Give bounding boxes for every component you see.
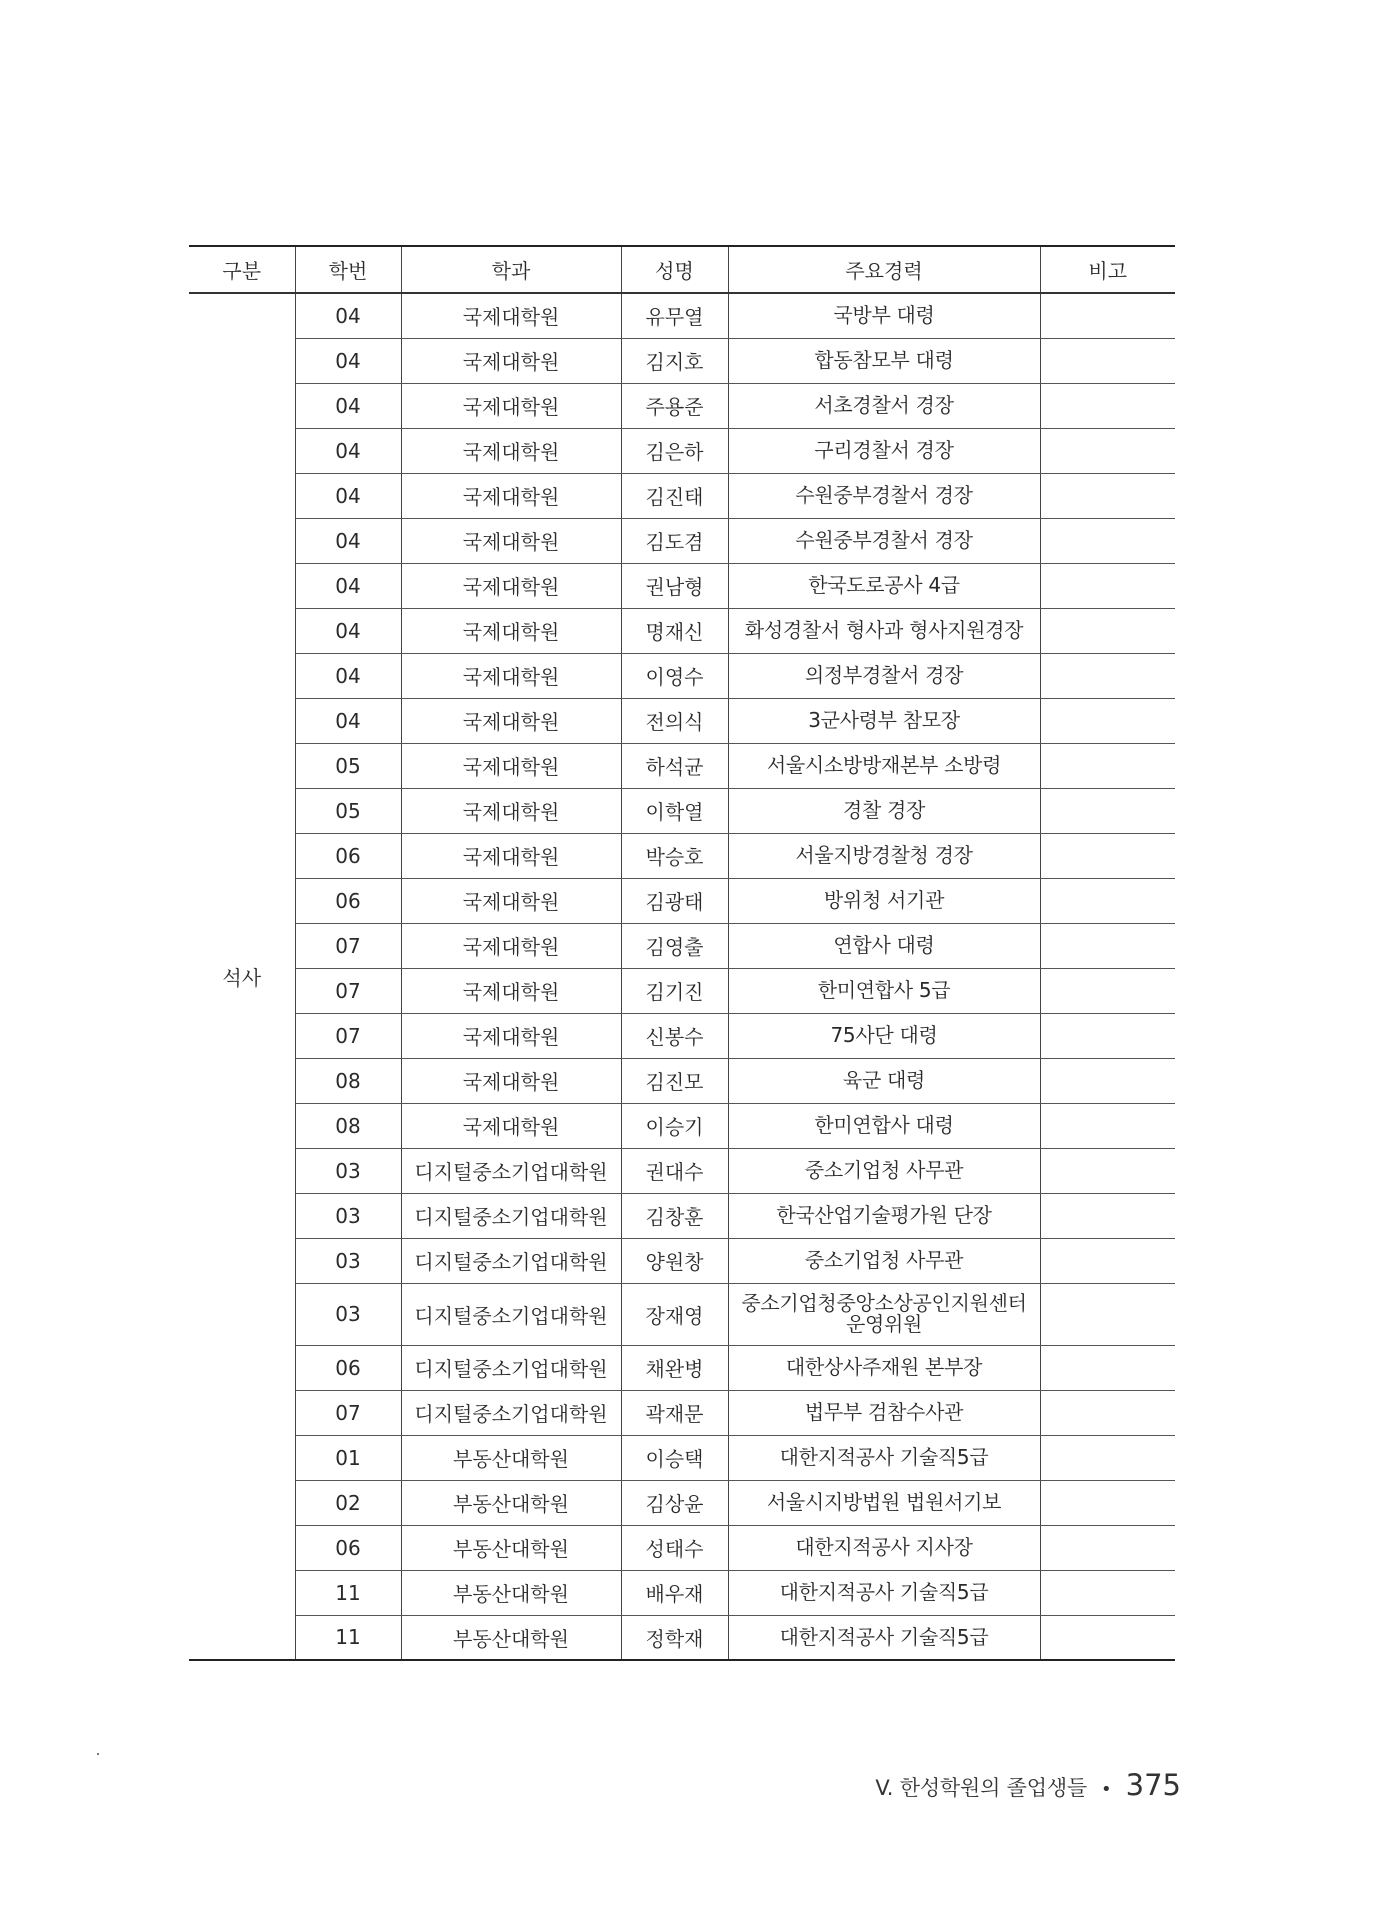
table-row [189,1525,1175,1570]
department-cell: 디지털중소기업대학원 [401,1148,621,1193]
note-cell [1040,878,1175,923]
note-cell [1040,788,1175,833]
name-cell: 양원창 [621,1238,728,1283]
year-cell: 04 [295,338,401,383]
career-cell: 서울지방경찰청 경장 [728,833,1040,878]
career-cell: 서초경찰서 경장 [728,383,1040,428]
name-cell: 이승기 [621,1103,728,1148]
category-cell: 석사 [189,293,295,1660]
note-cell [1040,1525,1175,1570]
year-cell: 11 [295,1570,401,1615]
name-cell: 권대수 [621,1148,728,1193]
name-cell: 장재영 [621,1283,728,1345]
graduates-table [189,245,1175,1661]
department-cell: 국제대학원 [401,1058,621,1103]
department-cell: 국제대학원 [401,653,621,698]
department-cell: 국제대학원 [401,743,621,788]
department-cell: 국제대학원 [401,608,621,653]
table-row [189,1435,1175,1480]
career-cell: 3군사령부 참모장 [728,698,1040,743]
year-cell: 07 [295,968,401,1013]
year-cell: 01 [295,1435,401,1480]
career-cell: 수원중부경찰서 경장 [728,473,1040,518]
department-cell: 부동산대학원 [401,1570,621,1615]
name-cell: 주용준 [621,383,728,428]
career-cell: 경찰 경장 [728,788,1040,833]
name-cell: 이영수 [621,653,728,698]
year-cell: 07 [295,1390,401,1435]
year-cell: 06 [295,833,401,878]
note-cell [1040,293,1175,338]
department-cell: 국제대학원 [401,698,621,743]
table-row [189,968,1175,1013]
footer-bullet: • [1101,1779,1112,1800]
department-cell: 디지털중소기업대학원 [401,1390,621,1435]
header-category: 구분 [189,246,295,293]
career-cell: 수원중부경찰서 경장 [728,518,1040,563]
career-cell: 75사단 대령 [728,1013,1040,1058]
table-body [189,293,1175,1660]
department-cell: 국제대학원 [401,338,621,383]
department-cell: 국제대학원 [401,878,621,923]
name-cell: 명재신 [621,608,728,653]
year-cell: 04 [295,293,401,338]
name-cell: 김진모 [621,1058,728,1103]
table-row [189,383,1175,428]
note-cell [1040,518,1175,563]
career-cell: 한미연합사 대령 [728,1103,1040,1148]
note-cell [1040,383,1175,428]
year-cell: 08 [295,1103,401,1148]
table-row [189,608,1175,653]
department-cell: 국제대학원 [401,833,621,878]
year-cell: 06 [295,878,401,923]
note-cell [1040,563,1175,608]
table-row [189,338,1175,383]
note-cell [1040,743,1175,788]
year-cell: 03 [295,1193,401,1238]
table-row [189,878,1175,923]
scan-dot [97,1753,99,1755]
note-cell [1040,1193,1175,1238]
year-cell: 11 [295,1615,401,1660]
department-cell: 국제대학원 [401,968,621,1013]
career-cell: 대한지적공사 기술직5급 [728,1570,1040,1615]
year-cell: 06 [295,1345,401,1390]
career-cell: 한국산업기술평가원 단장 [728,1193,1040,1238]
table-row [189,1390,1175,1435]
department-cell: 디지털중소기업대학원 [401,1238,621,1283]
header-department: 학과 [401,246,621,293]
table-row [189,1238,1175,1283]
name-cell: 신봉수 [621,1013,728,1058]
table-row [189,1013,1175,1058]
career-cell: 중소기업청중앙소상공인지원센터 운영위원 [728,1283,1040,1345]
note-cell [1040,428,1175,473]
name-cell: 김지호 [621,338,728,383]
name-cell: 김광태 [621,878,728,923]
year-cell: 04 [295,383,401,428]
name-cell: 김진태 [621,473,728,518]
department-cell: 부동산대학원 [401,1480,621,1525]
table-row [189,1058,1175,1103]
table-row [189,293,1175,338]
year-cell: 07 [295,1013,401,1058]
table-row [189,1103,1175,1148]
career-cell: 합동참모부 대령 [728,338,1040,383]
note-cell [1040,1390,1175,1435]
note-cell [1040,968,1175,1013]
department-cell: 디지털중소기업대학원 [401,1283,621,1345]
name-cell: 박승호 [621,833,728,878]
year-cell: 05 [295,788,401,833]
table-row [189,923,1175,968]
year-cell: 03 [295,1148,401,1193]
name-cell: 정학재 [621,1615,728,1660]
note-cell [1040,698,1175,743]
table-row [189,653,1175,698]
year-cell: 04 [295,698,401,743]
year-cell: 07 [295,923,401,968]
career-cell: 연합사 대령 [728,923,1040,968]
table-row [189,1193,1175,1238]
name-cell: 김은하 [621,428,728,473]
table-row [189,563,1175,608]
note-cell [1040,1103,1175,1148]
department-cell: 부동산대학원 [401,1615,621,1660]
career-cell: 구리경찰서 경장 [728,428,1040,473]
career-cell: 의정부경찰서 경장 [728,653,1040,698]
note-cell [1040,1570,1175,1615]
career-cell: 대한지적공사 기술직5급 [728,1615,1040,1660]
department-cell: 국제대학원 [401,428,621,473]
table-row [189,743,1175,788]
name-cell: 채완병 [621,1345,728,1390]
name-cell: 곽재문 [621,1390,728,1435]
table-row [189,698,1175,743]
name-cell: 김도겸 [621,518,728,563]
name-cell: 이학열 [621,788,728,833]
department-cell: 국제대학원 [401,518,621,563]
footer-section-title: V. 한성학원의 졸업생들 [875,1776,1088,1800]
name-cell: 권남형 [621,563,728,608]
page-number: 375 [1125,1768,1181,1802]
note-cell [1040,608,1175,653]
department-cell: 국제대학원 [401,293,621,338]
name-cell: 김창훈 [621,1193,728,1238]
note-cell [1040,833,1175,878]
table-row [189,1570,1175,1615]
table-row [189,428,1175,473]
year-cell: 05 [295,743,401,788]
table-row [189,833,1175,878]
career-cell: 방위청 서기관 [728,878,1040,923]
department-cell: 국제대학원 [401,473,621,518]
note-cell [1040,1238,1175,1283]
table-row [189,788,1175,833]
career-cell: 한미연합사 5급 [728,968,1040,1013]
department-cell: 디지털중소기업대학원 [401,1193,621,1238]
year-cell: 04 [295,518,401,563]
header-note: 비고 [1040,246,1175,293]
name-cell: 김영출 [621,923,728,968]
year-cell: 02 [295,1480,401,1525]
career-cell: 육군 대령 [728,1058,1040,1103]
career-cell: 중소기업청 사무관 [728,1148,1040,1193]
table-header-row [189,246,1175,293]
table-row [189,473,1175,518]
department-cell: 부동산대학원 [401,1435,621,1480]
career-cell: 화성경찰서 형사과 형사지원경장 [728,608,1040,653]
name-cell: 김기진 [621,968,728,1013]
header-year: 학번 [295,246,401,293]
table-row [189,1283,1175,1345]
note-cell [1040,338,1175,383]
table-row [189,1345,1175,1390]
note-cell [1040,1148,1175,1193]
year-cell: 04 [295,608,401,653]
name-cell: 이승택 [621,1435,728,1480]
department-cell: 국제대학원 [401,1103,621,1148]
career-cell: 서울시지방법원 법원서기보 [728,1480,1040,1525]
career-cell: 법무부 검참수사관 [728,1390,1040,1435]
name-cell: 전의식 [621,698,728,743]
note-cell [1040,473,1175,518]
note-cell [1040,1615,1175,1660]
page-footer [875,1768,1181,1808]
name-cell: 하석균 [621,743,728,788]
note-cell [1040,1058,1175,1103]
note-cell [1040,923,1175,968]
department-cell: 국제대학원 [401,923,621,968]
year-cell: 03 [295,1238,401,1283]
header-career: 주요경력 [728,246,1040,293]
career-cell: 대한상사주재원 본부장 [728,1345,1040,1390]
note-cell [1040,1345,1175,1390]
career-cell: 중소기업청 사무관 [728,1238,1040,1283]
note-cell [1040,653,1175,698]
table-row [189,1615,1175,1660]
note-cell [1040,1283,1175,1345]
department-cell: 디지털중소기업대학원 [401,1345,621,1390]
note-cell [1040,1013,1175,1058]
department-cell: 국제대학원 [401,1013,621,1058]
table-row [189,518,1175,563]
year-cell: 04 [295,473,401,518]
department-cell: 국제대학원 [401,563,621,608]
year-cell: 06 [295,1525,401,1570]
department-cell: 부동산대학원 [401,1525,621,1570]
year-cell: 04 [295,563,401,608]
year-cell: 04 [295,653,401,698]
note-cell [1040,1435,1175,1480]
note-cell [1040,1480,1175,1525]
career-cell: 대한지적공사 지사장 [728,1525,1040,1570]
table-row [189,1480,1175,1525]
name-cell: 성태수 [621,1525,728,1570]
year-cell: 04 [295,428,401,473]
department-cell: 국제대학원 [401,383,621,428]
career-cell: 대한지적공사 기술직5급 [728,1435,1040,1480]
name-cell: 유무열 [621,293,728,338]
header-name: 성명 [621,246,728,293]
year-cell: 08 [295,1058,401,1103]
career-cell: 한국도로공사 4급 [728,563,1040,608]
name-cell: 배우재 [621,1570,728,1615]
career-cell: 국방부 대령 [728,293,1040,338]
career-cell: 서울시소방방재본부 소방령 [728,743,1040,788]
year-cell: 03 [295,1283,401,1345]
name-cell: 김상윤 [621,1480,728,1525]
department-cell: 국제대학원 [401,788,621,833]
table-row [189,1148,1175,1193]
